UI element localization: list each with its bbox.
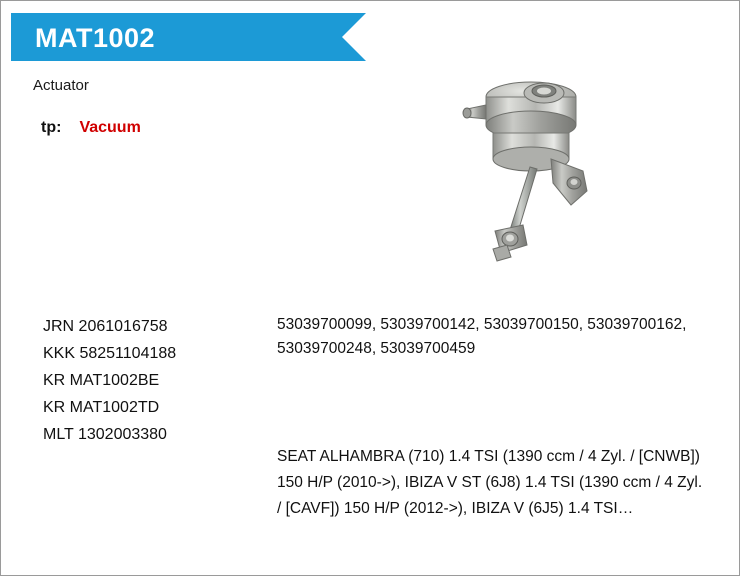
list-item: KKK 58251104188 — [43, 345, 177, 362]
list-item: JRN 2061016758 — [43, 318, 168, 335]
list-item: KR MAT1002BE — [43, 372, 160, 389]
list-item: MLT 1302003380 — [43, 426, 167, 443]
turbo-actuator-photo — [431, 63, 651, 273]
reference-list — [43, 313, 176, 448]
product-type-value: Vacuum — [79, 119, 141, 136]
page-title: MAT1002 — [35, 23, 156, 53]
product-category: Actuator — [33, 77, 89, 94]
oe-numbers: 53039700099, 53039700142, 53039700150, 53039700162, 53039700248, 53039700459 — [277, 316, 687, 357]
product-image — [431, 63, 651, 273]
product-type-row — [41, 119, 141, 137]
vehicle-applications: SEAT ALHAMBRA (710) 1.4 TSI (1390 ccm / 4 Zyl. / [CNWB]) 150 H/P (2010->), IBIZA V ST (6J8) 1.4 TSI (1390 ccm / 4 Zyl. / [CAVF]) 150 H/P (2012->), IBIZA V (6J5) 1.4 TSI… — [277, 448, 703, 517]
product-type-label: tp: — [41, 119, 62, 136]
list-item: KR MAT1002TD — [43, 399, 160, 416]
